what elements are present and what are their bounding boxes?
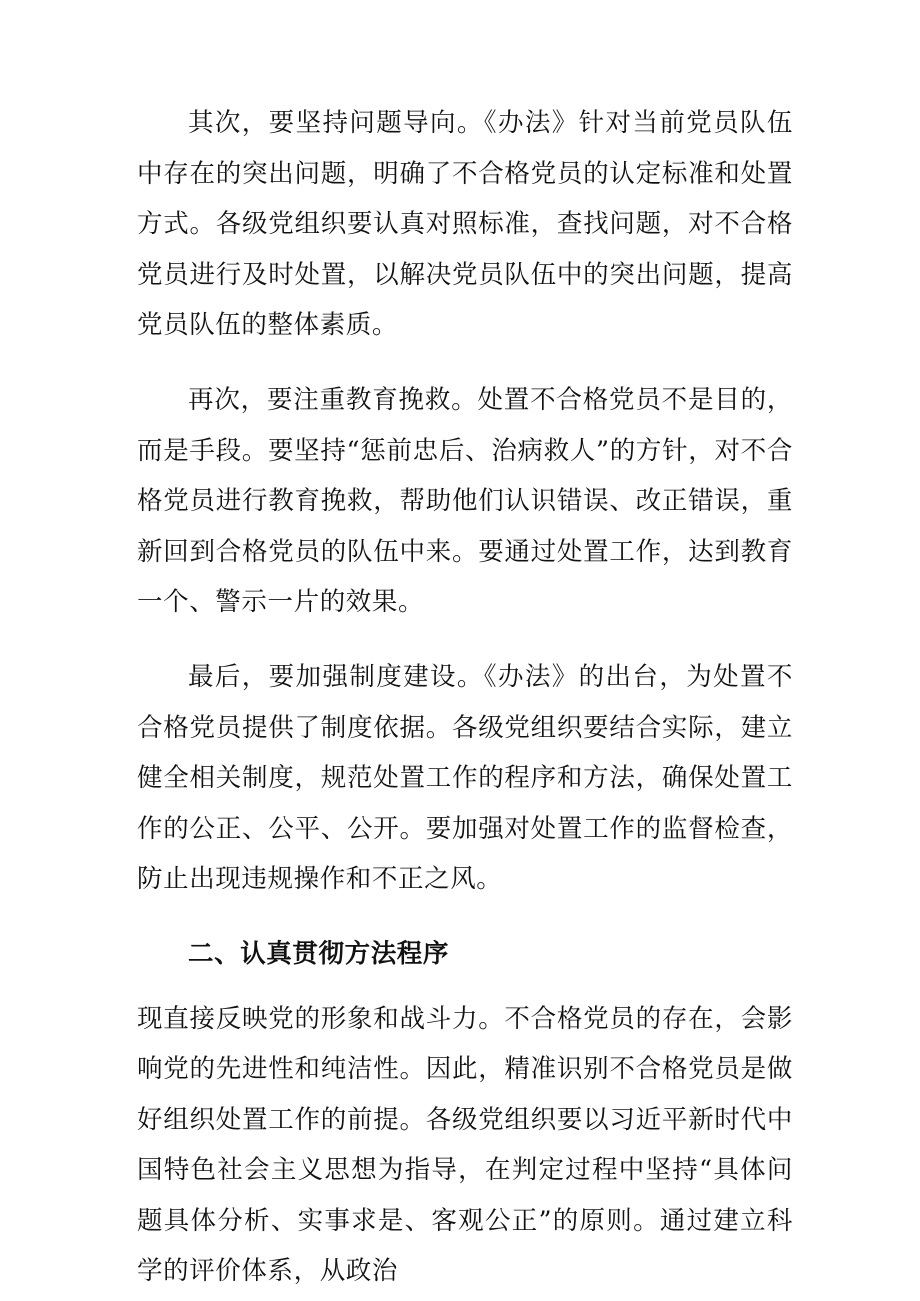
paragraph-problem-orientation: 其次，要坚持问题导向。《办法》针对当前党员队伍中存在的突出问题，明确了不合格党员的认定标准和处置方式。各级党组织要认真对照标准，查找问题，对不合格党员进行及时处置，以解决党员队伍中的突出问题，提高党员队伍的整体素质。 (137, 108, 793, 341)
paragraph-system-building: 最后，要加强制度建设。《办法》的出台，为处置不合格党员提供了制度依据。各级党组织要结合实际，建立健全相关制度，规范处置工作的程序和方法，确保处置工作的公正、公平、公开。要加强对处置工作的监督检查，防止出现违规操作和不正之风。 (137, 661, 793, 895)
paragraph-identification: 现直接反映党的形象和战斗力。不合格党员的存在，会影响党的先进性和纯洁性。因此，精准识别不合格党员是做好组织处置工作的前提。各级党组织要以习近平新时代中国特色社会主义思想为指导，在判定过程中坚持“具体问题具体分析、实事求是、客观公正”的原则。通过建立科学的评价体系，从政治 (137, 1003, 793, 1287)
document-page (137, 98, 793, 1297)
paragraph-education-rescue: 再次，要注重教育挽救。处置不合格党员不是目的，而是手段。要坚持“惩前忠后、治病救人”的方针，对不合格党员进行教育挽救，帮助他们认识错误、改正错误，重新回到合格党员的队伍中来。要通过处置工作，达到教育一个、警示一片的效果。 (137, 384, 793, 618)
section-heading: 二、认真贯彻方法程序 (188, 938, 450, 969)
